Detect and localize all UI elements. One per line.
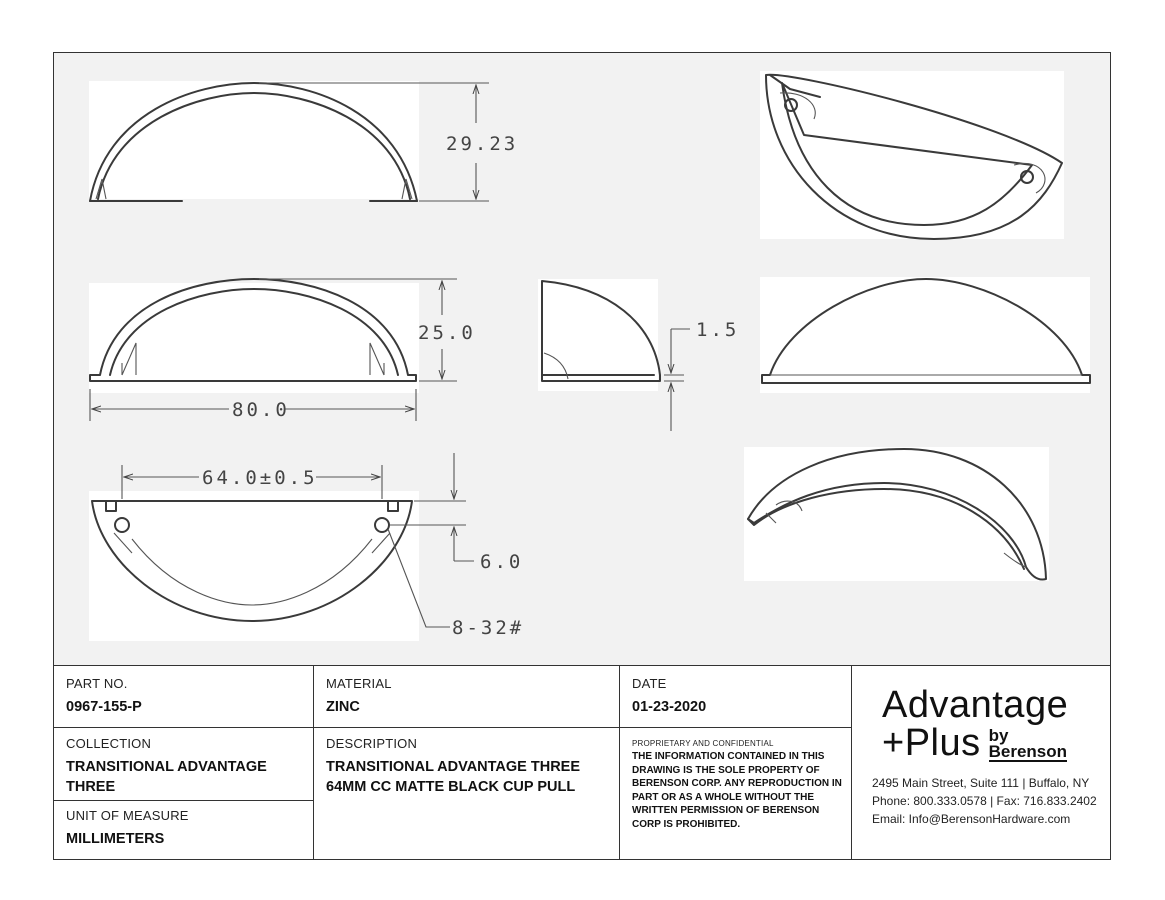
uom-value: MILLIMETERS (66, 831, 165, 847)
part-no-value: 0967-155-P (66, 699, 142, 715)
dim-height-front: 25.0 (418, 322, 476, 344)
contact-address: 2495 Main Street, Suite 111 | Buffalo, NY (872, 776, 1090, 790)
description-label: DESCRIPTION (326, 736, 418, 751)
logo-line-1: Advantage (882, 684, 1069, 726)
dim-thickness: 1.5 (696, 319, 740, 341)
title-block (53, 665, 1111, 860)
uom-cell (66, 808, 301, 849)
contact-phone: Phone: 800.333.0578 | Fax: 716.833.2402 (872, 794, 1097, 808)
description-cell (326, 736, 611, 797)
material-label: MATERIAL (326, 676, 392, 691)
dim-center-to-center: 64.0±0.5 (202, 467, 318, 489)
proprietary-heading: PROPRIETARY AND CONFIDENTIAL (632, 739, 774, 748)
proprietary-cell (632, 739, 844, 831)
part-no-label: PART NO. (66, 676, 128, 691)
part-no-cell (66, 676, 306, 717)
uom-label: UNIT OF MEASURE (66, 808, 189, 823)
date-label: DATE (632, 676, 667, 691)
date-cell (632, 676, 842, 717)
logo-line-2: +Plus (882, 722, 981, 764)
dim-thread: 8-32# (452, 617, 525, 639)
contact-email: Email: Info@BerensonHardware.com (872, 812, 1071, 826)
material-cell (326, 676, 611, 717)
description-value: TRANSITIONAL ADVANTAGE THREE 64MM CC MATTE BLACK CUP PULL (326, 759, 581, 795)
logo-by: by (988, 726, 1009, 745)
logo-brand: Berenson (988, 742, 1068, 761)
contact-info (872, 774, 1108, 828)
date-value: 01-23-2020 (632, 699, 707, 715)
collection-label: COLLECTION (66, 736, 152, 751)
collection-cell (66, 736, 301, 797)
dim-width: 80.0 (232, 399, 290, 421)
dim-height-top: 29.23 (446, 133, 519, 155)
collection-value: TRANSITIONAL ADVANTAGE THREE (66, 759, 267, 795)
technical-drawing (54, 53, 1110, 665)
company-logo (882, 686, 1107, 762)
dim-hole-offset: 6.0 (480, 551, 524, 573)
proprietary-text: THE INFORMATION CONTAINED IN THIS DRAWING IS THE SOLE PROPERTY OF BERENSON CORP. ANY REPRODUCTION IN PART OR AS A WHOLE WITHOUT THE WRITTEN PERMISSION OF BERENSON CORP IS PROHIBITED. (632, 751, 842, 830)
material-value: ZINC (326, 699, 360, 715)
